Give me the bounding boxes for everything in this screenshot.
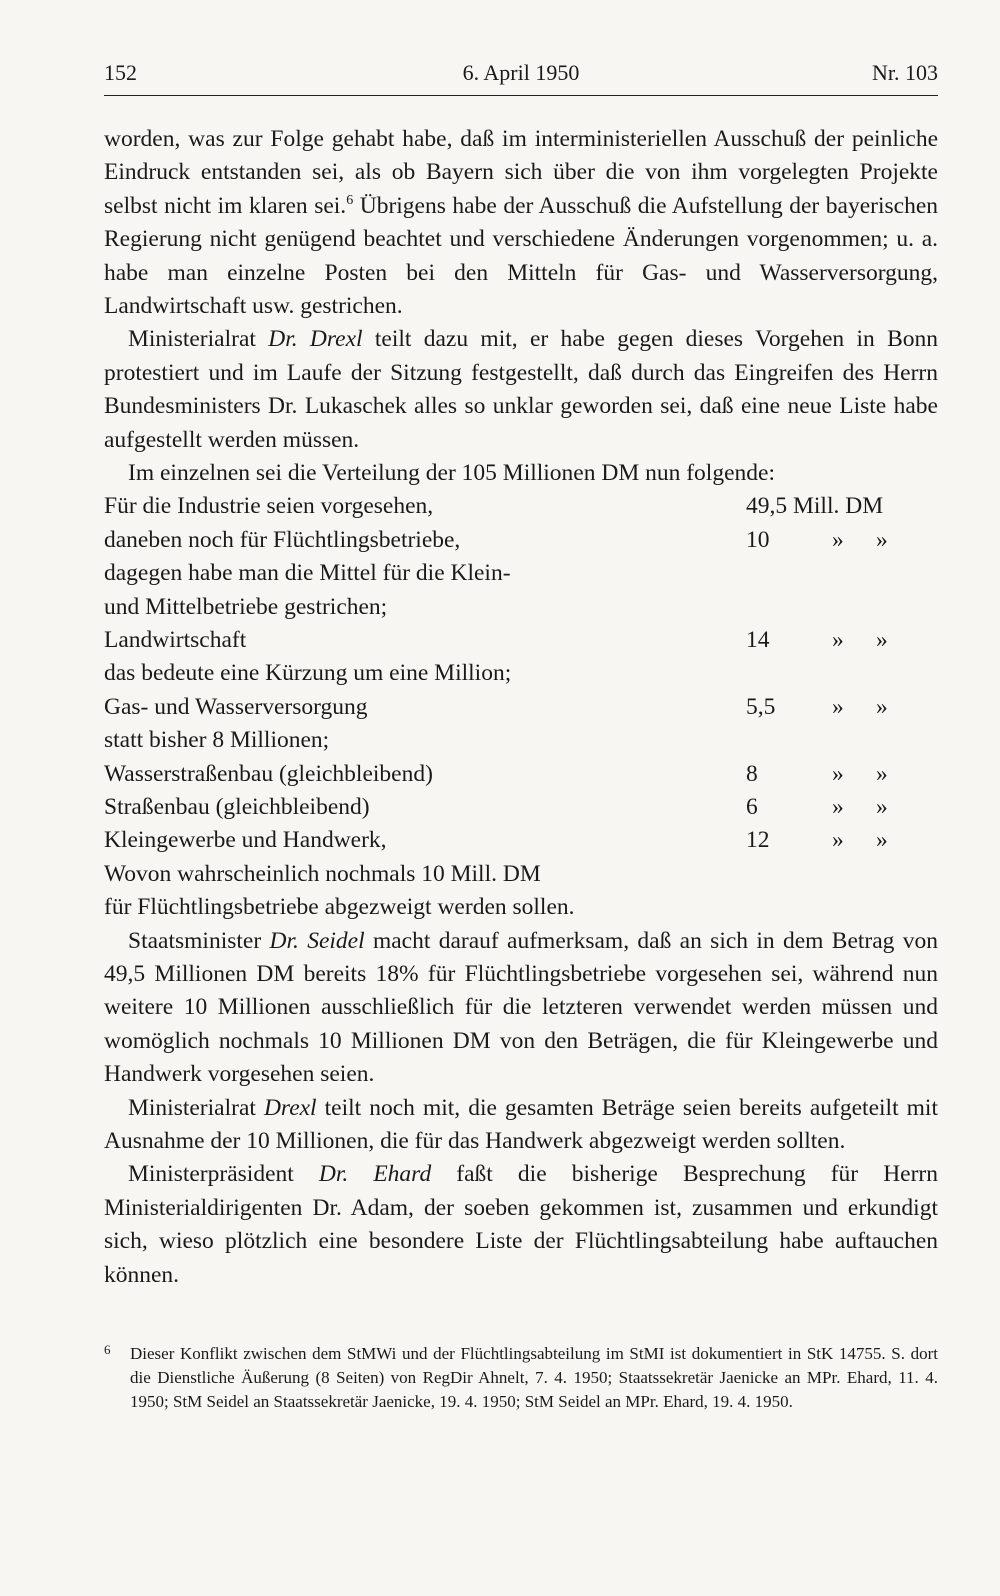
- paragraph-text: Übrigens habe der Ausschuß die Aufstellung der bayerischen Regierung nicht genügend beachtet und verschiedene Änderungen vorgenommen; u. a. habe man einzelne Posten bei den Mitteln für Gas- und Wasserversorgung, Landwirtschaft usw. gestrichen.: [104, 192, 939, 320]
- ditto-mark: »: [832, 627, 844, 654]
- allocation-label: Wasserstraßenbau (gleichbleibend): [104, 760, 433, 787]
- ditto-mark: »: [876, 827, 888, 854]
- document-number: Nr. 103: [872, 60, 938, 85]
- allocation-label: Landwirtschaft: [104, 627, 247, 654]
- paragraph-text: teilt dazu mit, er habe gegen dieses Vorgehen in Bonn protestiert und im Laufe der Sitzung festgestellt, daß durch das Eingreifen des Herrn Bundesministers Dr. Lukaschek alles so unklar geworden sei, daß eine neue Liste habe aufgestellt werden müssen.: [104, 326, 938, 453]
- main-text: [104, 123, 938, 1292]
- paragraph-text: Ministerpräsident: [128, 1161, 319, 1188]
- paragraph-text: macht darauf aufmerksam, daß an sich in dem Betrag von 49,5 Millionen DM bereits 18% für Flüchtlingsbetriebe vorgesehen sei, während nun weitere 10 Millionen ausschließlich für die letzteren verwendet werden müssen und womöglich nochmals 10 Millionen DM von den Beträgen, die für Kleingewerbe und Handwerk vorgesehen seien.: [104, 927, 938, 1088]
- ditto-mark: »: [832, 526, 844, 553]
- allocation-label: daneben noch für Flüchtlingsbetriebe,: [104, 526, 461, 553]
- speaker-name: Dr. Drexl: [268, 326, 363, 353]
- speaker-name: Dr. Seidel: [269, 927, 365, 954]
- allocation-row: [104, 858, 938, 891]
- allocation-row: [104, 824, 938, 857]
- page-number: 152: [104, 60, 137, 85]
- paragraph-text: Im einzelnen sei die Verteilung der 105 Millionen DM nun folgende:: [128, 460, 775, 487]
- ditto-mark: »: [876, 793, 888, 820]
- running-header: [104, 58, 938, 92]
- allocation-label: Gas- und Wasserversorgung: [104, 693, 368, 720]
- paragraph-text: teilt noch mit, die gesamten Beträge seien bereits aufgeteilt mit Ausnahme der 10 Millionen, die für das Handwerk abgezweigt werden sollten.: [104, 1094, 938, 1154]
- paragraph-text: Ministerialrat: [128, 326, 269, 353]
- allocation-label: Straßenbau (gleichbleibend): [104, 793, 370, 820]
- paragraph: [104, 323, 938, 457]
- allocation-amount: 6: [746, 793, 758, 820]
- footnote-mark: 6: [104, 1342, 111, 1357]
- header-date: 6. April 1950: [462, 60, 580, 85]
- allocation-row: [104, 524, 938, 557]
- allocation-label: das bedeute eine Kürzung um eine Million;: [104, 660, 512, 687]
- paragraph: [104, 457, 938, 490]
- paragraph-text: faßt die bisherige Besprechung für Herrn Ministerialdirigenten Dr. Adam, der soeben gekommen ist, zusammen und erkundigt sich, wieso plötzlich eine besondere Liste der Flüchtlingsabteilung habe auftauchen können.: [104, 1161, 938, 1288]
- allocation-label: und Mittelbetriebe gestrichen;: [104, 593, 388, 620]
- ditto-mark: »: [876, 693, 888, 720]
- paragraph: [104, 123, 938, 323]
- ditto-mark: »: [876, 760, 888, 787]
- ditto-mark: »: [832, 693, 844, 720]
- allocation-amount: 12: [746, 827, 770, 854]
- paragraph: [104, 1158, 938, 1292]
- ditto-mark: »: [876, 627, 888, 654]
- allocation-row: [104, 891, 938, 924]
- allocation-row: [104, 591, 938, 624]
- allocation-label: statt bisher 8 Millionen;: [104, 727, 330, 754]
- ditto-mark: »: [876, 526, 888, 553]
- speaker-name: Drexl: [263, 1094, 317, 1121]
- allocation-row: [104, 490, 938, 523]
- ditto-mark: »: [832, 793, 844, 820]
- footnote-reference: 6: [346, 192, 354, 208]
- allocation-label: Wovon wahrscheinlich nochmals 10 Mill. DM: [104, 860, 541, 887]
- footnote: [104, 1342, 938, 1414]
- allocation-label: dagegen habe man die Mittel für die Klein-: [104, 560, 511, 587]
- footnote-text: Dieser Konflikt zwischen dem StMWi und der Flüchtlingsabteilung im StMI ist dokumentiert in StK 14755. S. dort die Dienstliche Äußerung (8 Seiten) von RegDir Ahnelt, 7. 4. 1950; Staatssekretär Jaenicke an MPr. Ehard, 11. 4. 1950; StM Seidel an Staatssekretär Jaenicke, 19. 4. 1950; StM Seidel an MPr. Ehard, 19. 4. 1950.: [130, 1344, 938, 1411]
- paragraph-text: worden, was zur Folge gehabt habe, daß im interministeriellen Ausschuß der peinliche Eindruck entstanden sei, als ob Bayern sich über die von ihm vorgelegten Projekte selbst nicht im klaren sei.: [104, 126, 938, 219]
- paragraph-text: Ministerialrat: [128, 1094, 264, 1121]
- paragraph: [104, 1092, 938, 1159]
- allocation-label: für Flüchtlingsbetriebe abgezweigt werden sollen.: [104, 894, 575, 921]
- allocation-amount: 14: [746, 627, 770, 654]
- allocation-row: [104, 691, 938, 724]
- allocation-row: [104, 758, 938, 791]
- paragraph: [104, 925, 938, 1092]
- allocation-row: [104, 657, 938, 690]
- allocation-row: [104, 724, 938, 757]
- allocation-amount: 5,5: [746, 693, 776, 720]
- header-rule: [104, 95, 938, 96]
- allocation-label: Für die Industrie seien vorgesehen,: [104, 493, 434, 520]
- allocation-row: [104, 557, 938, 590]
- ditto-mark: »: [832, 827, 844, 854]
- allocation-amount: 10: [746, 526, 770, 553]
- allocation-row: [104, 624, 938, 657]
- ditto-mark: »: [832, 760, 844, 787]
- allocation-list: [104, 490, 938, 924]
- allocation-row: [104, 791, 938, 824]
- speaker-name: Dr. Ehard: [318, 1161, 432, 1188]
- allocation-label: Kleingewerbe und Handwerk,: [104, 827, 387, 854]
- paragraph-text: Staatsminister: [128, 927, 270, 954]
- allocation-amount: 49,5 Mill. DM: [746, 493, 884, 520]
- allocation-amount: 8: [746, 760, 758, 787]
